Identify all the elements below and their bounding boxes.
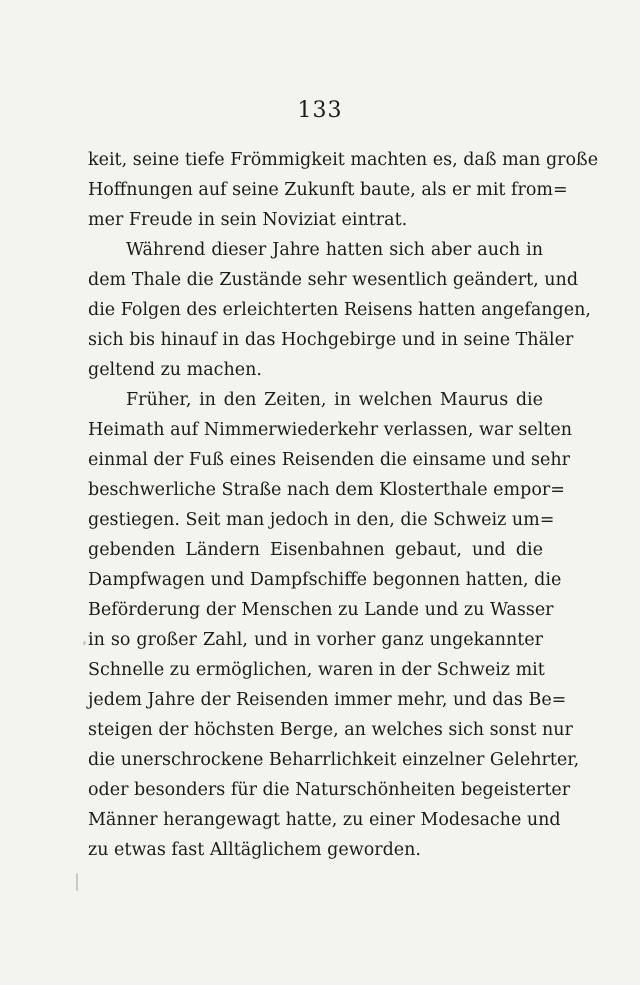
text-line: keit, seine tiefe Frömmigkeit machten es, daß man große: [88, 150, 599, 170]
text-line: Während dieser Jahre hatten sich aber auch in: [126, 240, 543, 260]
paper-speck: [83, 641, 86, 645]
text-line: jedem Jahre der Reisenden immer mehr, und das Be=: [88, 690, 567, 710]
text-line: sich bis hinauf in das Hochgebirge und in seine Thäler: [88, 330, 574, 350]
text-line: Dampfwagen und Dampfschiffe begonnen hatten, die: [88, 570, 562, 590]
text-line: Früher, in den Zeiten, in welchen Maurus die: [126, 390, 543, 410]
text-line: beschwerliche Straße nach dem Klosterthale empor=: [88, 480, 565, 500]
text-line: dem Thale die Zustände sehr wesentlich geändert, und: [88, 270, 579, 290]
body-text: [88, 145, 599, 865]
paper-speck: [76, 873, 78, 891]
text-line: steigen der höchsten Berge, an welches sich sonst nur: [88, 720, 573, 740]
text-line: mer Freude in sein Noviziat eintrat.: [88, 210, 408, 230]
text-line: gebenden Ländern Eisenbahnen gebaut, und die: [88, 540, 543, 560]
text-line: die unerschrockene Beharrlichkeit einzelner Gelehrter,: [88, 750, 580, 770]
text-line: geltend zu machen.: [88, 360, 262, 380]
text-line: Hoffnungen auf seine Zukunft baute, als er mit from=: [88, 180, 568, 200]
text-line: Heimath auf Nimmerwiederkehr verlassen, war selten: [88, 420, 572, 440]
text-line: Schnelle zu ermöglichen, waren in der Schweiz mit: [88, 660, 545, 680]
text-line: die Folgen des erleichterten Reisens hatten angefangen,: [88, 300, 591, 320]
text-line: zu etwas fast Alltäglichem geworden.: [88, 840, 421, 860]
text-line: Beförderung der Menschen zu Lande und zu Wasser: [88, 600, 554, 620]
text-line: gestiegen. Seit man jedoch in den, die Schweiz um=: [88, 510, 555, 530]
text-line: oder besonders für die Naturschönheiten begeisterter: [88, 780, 571, 800]
text-line: Männer herangewagt hatte, zu einer Modesache und: [88, 810, 561, 830]
text-line: einmal der Fuß eines Reisenden die einsame und sehr: [88, 450, 570, 470]
text-line: in so großer Zahl, und in vorher ganz ungekannter: [88, 630, 543, 650]
page-number: 133: [297, 98, 343, 123]
